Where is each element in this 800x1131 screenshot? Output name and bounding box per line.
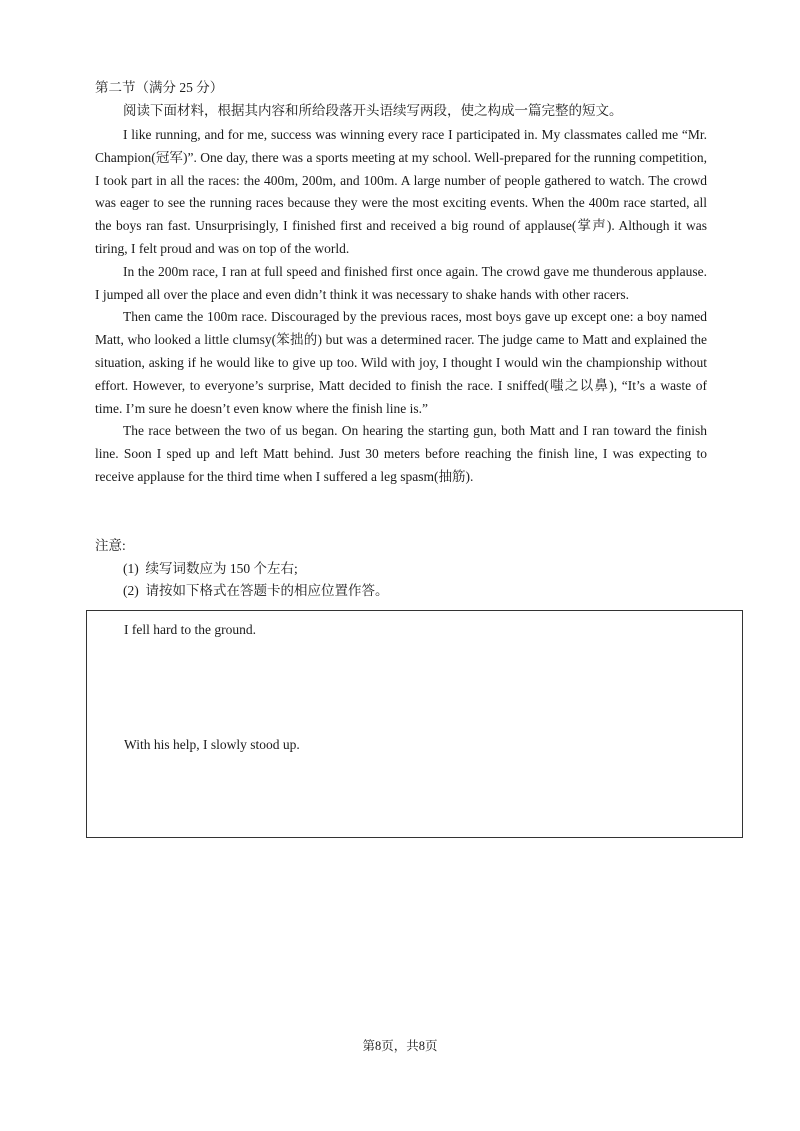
page-number: 第8页，共8页 [362, 1039, 438, 1053]
story-paragraph-4: The race between the two of us began. On hearing the starting gun, both Matt and I ran toward the finish line. Soon I sped up and left Matt behind. Just 30 meters before reaching the finish line, I was expecting to receive applause for the third time when I suffered a leg spasm(抽筋). [95, 423, 707, 484]
section-instruction: 阅读下面材料，根据其内容和所给段落开头语续写两段，使之构成一篇完整的短文。 [123, 103, 623, 118]
paragraph-opener-2: With his help, I slowly stood up. [124, 737, 300, 752]
notes-label: 注意: [95, 538, 126, 553]
note-item-word-count: (1) 续写词数应为 150 个左右; [123, 561, 298, 576]
story-text [95, 124, 707, 489]
note-item-format: (2) 请按如下格式在答题卡的相应位置作答。 [123, 583, 389, 598]
section-title: 第二节（满分 25 分） [95, 80, 224, 95]
story-paragraph-3: Then came the 100m race. Discouraged by the previous races, most boys gave up except one: a boy named Matt, who looked a little clumsy(笨拙的) but was a determined racer. The judge came to Matt and explained the situation, asking if he would like to give up too. Wild with joy, I thought I would win the championship without effort. However, to everyone’s surprise, Matt decided to finish the race. I sniffed(嗤之以鼻), “It’s a waste of time. I’m sure he doesn’t even know where the finish line is.” [95, 309, 707, 416]
paragraph-opener-1: I fell hard to the ground. [124, 622, 256, 637]
answer-box [86, 610, 743, 838]
story-paragraph-2: In the 200m race, I ran at full speed and finished first once again. The crowd gave me thunderous applause. I jumped all over the place and even didn’t think it was necessary to shake hands with other racers. [95, 263, 707, 302]
story-paragraph-1: I like running, and for me, success was winning every race I participated in. My classmates called me “Mr. Champion(冠军)”. One day, there was a sports meeting at my school. Well-prepared for the running competition, I took part in all the races: the 400m, 200m, and 100m. A large number of people gathered to watch. The crowd was eager to see the running races because they were the most exciting events. When the 400m race started, all the boys ran fast. Unsurprisingly, I finished first and received a big round of applause(掌声). Although it was tiring, I felt proud and was on top of the world. [95, 127, 707, 256]
